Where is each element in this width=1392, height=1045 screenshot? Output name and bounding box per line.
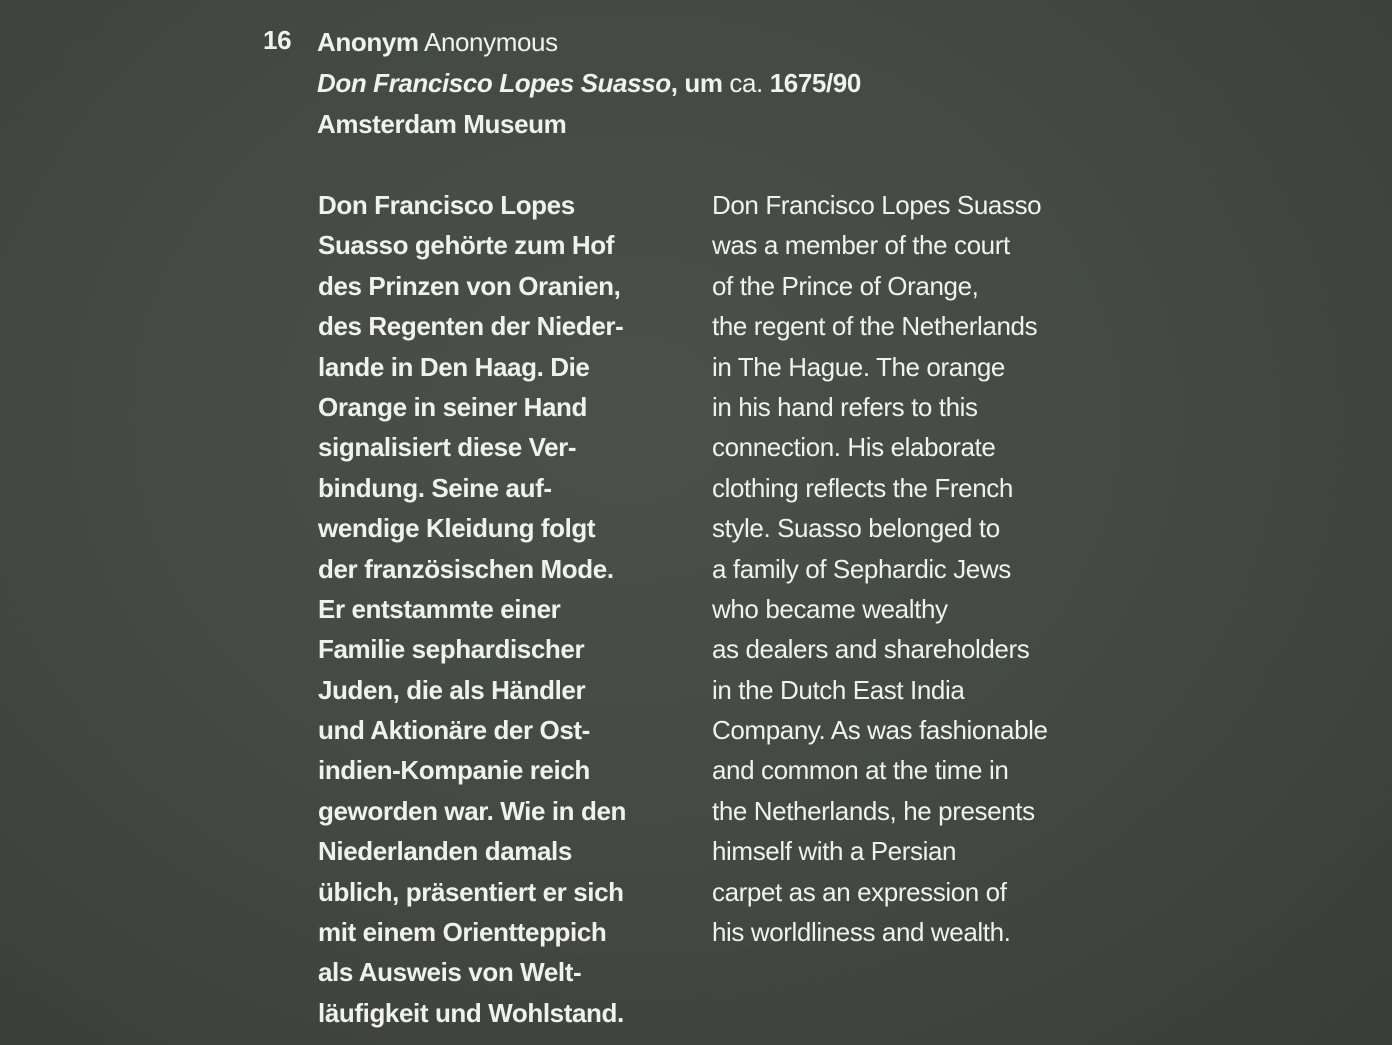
english-text-line: style. Suasso belonged to bbox=[712, 513, 1000, 544]
collection-name: Amsterdam Museum bbox=[317, 109, 567, 139]
artist-line bbox=[317, 22, 861, 63]
title-line bbox=[317, 63, 861, 104]
english-text-line: Company. As was fashionable bbox=[712, 715, 1048, 746]
english-text-line: the Netherlands, he presents bbox=[712, 795, 1035, 826]
german-text-line: Niederlanden damals bbox=[318, 836, 572, 867]
german-text-line: des Prinzen von Oranien, bbox=[318, 270, 621, 301]
german-text-line: und Aktionäre der Ost- bbox=[318, 715, 590, 746]
date-prefix: , um bbox=[670, 68, 723, 98]
german-text-line: Orange in seiner Hand bbox=[318, 391, 588, 422]
german-text-line: Familie sephardischer bbox=[318, 634, 585, 665]
date-circa: ca. bbox=[722, 68, 763, 98]
english-text-line: Don Francisco Lopes Suasso bbox=[712, 190, 1042, 220]
artwork-date: 1675/90 bbox=[762, 68, 861, 98]
label-header bbox=[317, 22, 861, 145]
artist-en: Anonymous bbox=[424, 27, 558, 57]
german-text-line: indien-Kompanie reich bbox=[318, 755, 590, 786]
english-text-line: in The Hague. The orange bbox=[712, 351, 1005, 382]
english-text-line: in the Dutch East India bbox=[712, 674, 965, 705]
german-text-line: mit einem Orientteppich bbox=[318, 917, 607, 948]
english-text-line: carpet as an expression of bbox=[712, 876, 1007, 907]
german-text-line: bindung. Seine auf- bbox=[318, 472, 552, 503]
german-text-line: üblich, präsentiert er sich bbox=[318, 876, 624, 907]
english-text-line: connection. His elaborate bbox=[712, 432, 996, 463]
english-text-line: and common at the time in bbox=[712, 755, 1009, 786]
german-text-line: Don Francisco Lopes bbox=[318, 190, 575, 220]
english-text-line: clothing reflects the French bbox=[712, 472, 1013, 503]
english-text-line: was a member of the court bbox=[712, 230, 1010, 261]
english-text-line: in his hand refers to this bbox=[712, 391, 978, 422]
artwork-title: Don Francisco Lopes Suasso bbox=[317, 68, 671, 98]
english-text-line: a family of Sephardic Jews bbox=[712, 553, 1011, 584]
german-text-line: lande in Den Haag. Die bbox=[318, 351, 590, 382]
german-text-line: Juden, die als Händler bbox=[318, 674, 586, 705]
english-text-line: the regent of the Netherlands bbox=[712, 311, 1038, 342]
german-text-line: signalisiert diese Ver- bbox=[318, 432, 577, 463]
german-text-line: des Regenten der Nieder- bbox=[318, 311, 624, 342]
artist-de: Anonym bbox=[317, 27, 419, 57]
german-text-line: wendige Kleidung folgt bbox=[318, 513, 596, 544]
german-text-line: läufigkeit und Wohlstand. bbox=[318, 997, 624, 1028]
german-text-line: der französischen Mode. bbox=[318, 553, 614, 584]
german-text-column bbox=[318, 185, 626, 1033]
english-text-line: of the Prince of Orange, bbox=[712, 270, 979, 301]
german-text-line: Er entstammte einer bbox=[318, 593, 561, 624]
german-text-line: als Ausweis von Welt- bbox=[318, 957, 582, 988]
english-text-column bbox=[712, 185, 1048, 952]
german-text-line: geworden war. Wie in den bbox=[318, 795, 626, 826]
english-text-line: his worldliness and wealth. bbox=[712, 917, 1011, 948]
english-text-line: himself with a Persian bbox=[712, 836, 957, 867]
english-text-line: who became wealthy bbox=[712, 593, 948, 624]
catalog-number: 16 bbox=[263, 25, 292, 55]
german-text-line: Suasso gehörte zum Hof bbox=[318, 230, 615, 261]
english-text-line: as dealers and shareholders bbox=[712, 634, 1030, 665]
